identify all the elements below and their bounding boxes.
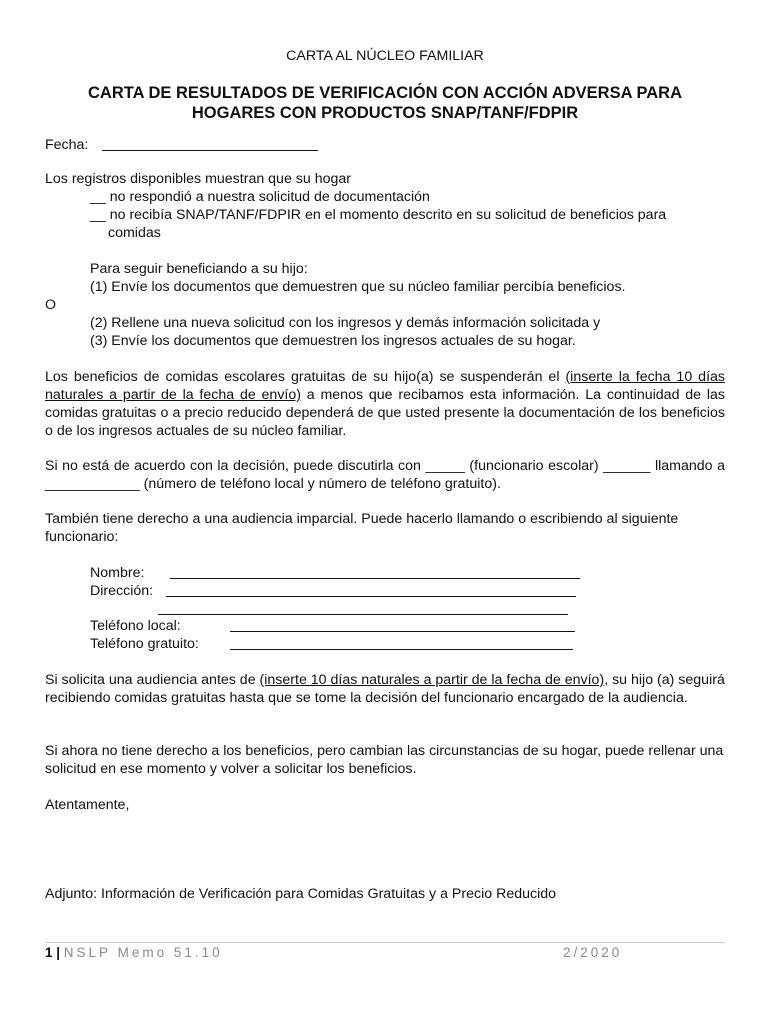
- official-toll-free-line: [230, 649, 573, 650]
- official-address-line: [166, 596, 576, 597]
- closing-salutation: Atentamente,: [45, 797, 130, 813]
- records-option-2-cont: comidas: [108, 225, 161, 241]
- or-separator: O: [45, 297, 57, 313]
- footer-left: [45, 944, 223, 962]
- records-option-1: __ no respondió a nuestra solicitud de documentación: [90, 189, 430, 205]
- step-3: (3) Envíe los documentos que demuestren los ingresos actuales de su hogar.: [90, 333, 576, 349]
- footer-separator: |: [52, 945, 64, 960]
- dispute-paragraph: Si no está de acuerdo con la decisión, puede discutirla con _____ (funcionario escolar) ______ llamando a ____________ (número de teléfono local y número de teléfono gratuito).: [45, 458, 725, 492]
- memo-reference: NSLP Memo 51.10: [63, 945, 223, 960]
- hearing-continuation-paragraph: [45, 671, 725, 707]
- hearing-text-b: , su hijo (a) seguirá recibiendo comidas gratuitas hasta que se tome la decisión del funcionario encargado de la audiencia.: [45, 672, 725, 706]
- suspension-text-a: Los beneficios de comidas escolares gratuitas de su hijo(a) se suspenderán el: [45, 369, 566, 385]
- suspension-paragraph: [45, 368, 725, 440]
- records-option-2: __ no recibía SNAP/TANF/FDPIR en el momento descrito en su solicitud de beneficios para: [90, 207, 667, 223]
- suspension-date-placeholder: (inserte la fecha 10 días naturales a partir de la fecha de envío): [45, 369, 726, 403]
- step-2: (2) Rellene una nueva solicitud con los ingresos y demás información solicitada y: [90, 315, 601, 331]
- date-label: Fecha:: [45, 137, 89, 153]
- official-address-line-2: [158, 614, 568, 615]
- step-1: (1) Envíe los documentos que demuestren que su núcleo familiar percibía beneficios.: [90, 279, 626, 295]
- official-name-line: [170, 578, 580, 579]
- hearing-date-placeholder: (inserte 10 días naturales a partir de la fecha de envío): [259, 672, 605, 688]
- official-toll-free-label: Teléfono gratuito:: [90, 636, 199, 652]
- letter-kicker: CARTA AL NÚCLEO FAMILIAR: [286, 48, 484, 64]
- attachment-note: Adjunto: Información de Verificación para Comidas Gratuitas y a Precio Reducido: [45, 886, 557, 902]
- letter-title-line-1: CARTA DE RESULTADOS DE VERIFICACIÓN CON ACCIÓN ADVERSA PARA: [87, 84, 683, 102]
- reapply-paragraph: Si ahora no tiene derecho a los beneficios, pero cambian las circunstancias de su hogar, puede rellenar una solicitud en ese momento y volver a solicitar los beneficios.: [45, 743, 724, 777]
- hearing-text-a: Si solicita una audiencia antes de: [45, 672, 260, 688]
- memo-date: 2/2020: [563, 945, 623, 960]
- date-blank-line: [102, 150, 318, 151]
- steps-lead: Para seguir beneficiando a su hijo:: [90, 261, 308, 277]
- official-local-phone-label: Teléfono local:: [90, 618, 181, 634]
- records-intro: Los registros disponibles muestran que su hogar: [45, 171, 351, 187]
- official-local-phone-line: [230, 631, 575, 632]
- suspension-text-b: a menos que recibamos esta información. La continuidad de las comidas gratuitas o a precio reducido dependerá de que usted presente la documentación de los beneficios o de los ingresos actuales de su núcleo familiar.: [45, 387, 725, 439]
- official-name-label: Nombre:: [90, 565, 145, 581]
- page-number: 1: [45, 945, 53, 960]
- official-address-label: Dirección:: [90, 583, 154, 599]
- hearing-paragraph: También tiene derecho a una audiencia imparcial. Puede hacerlo llamando o escribiendo al siguiente funcionario:: [45, 511, 679, 545]
- page-footer: [45, 942, 725, 960]
- letter-title-line-2: HOGARES CON PRODUCTOS SNAP/TANF/FDPIR: [191, 104, 579, 122]
